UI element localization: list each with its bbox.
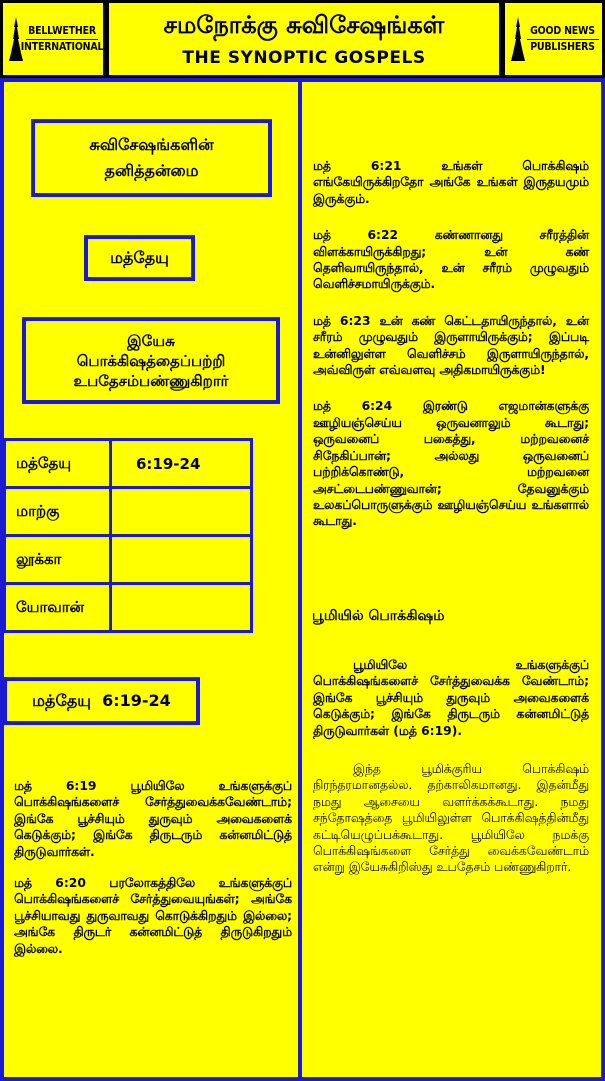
book-box: மத்தேயு (84, 235, 195, 281)
ref-cell (111, 536, 252, 584)
frame-divider (298, 78, 302, 1081)
unique-box: சுவிசேஷங்களின் தனித்தன்மை (31, 119, 272, 197)
verse-6-19: மத் 6:19 பூமியிலே உங்களுக்குப் பொக்கிஷங்களைச் சேர்த்துவைக்கவேண்டாம்; இங்கே பூச்சியும் துருவும் அவைகளைக் கெடுக்கும்; இங்கே திருடரும் கன்னமிட்டுத் திருடுவார்கள். (14, 779, 292, 859)
ref-cell (111, 488, 252, 536)
verse-6-21: மத் 6:21 உங்கள் பொக்கிஷம் எங்கேயிருக்கிறதோ அங்கே உங்கள் இருதயமும் இருக்கும். (313, 159, 589, 206)
table-row (5, 584, 252, 632)
goodnews-line2: PUBLISHERS (530, 40, 595, 53)
ref-cell: 6:19-24 (111, 440, 252, 488)
book-cell: யோவான் (5, 584, 111, 632)
title-tamil: சமநோக்கு சுவிசேஷங்கள் (163, 11, 445, 39)
bellwether-logo (0, 0, 106, 78)
table-row (5, 440, 252, 488)
header-title (106, 0, 502, 78)
bellwether-line2: INTERNATIONAL (20, 40, 104, 53)
book-cell: லூக்கா (5, 536, 111, 584)
table-row (5, 488, 252, 536)
book-cell: மாற்கு (5, 488, 111, 536)
good-news-logo (502, 0, 605, 78)
verse-6-24: மத் 6:24 இரண்டு எஜமான்களுக்கு ஊழியஞ்செய்ய ஒருவனாலும் கூடாது; ஒருவனைப் பகைத்து, மற்றவனைச் சிநேகிப்பான்; அல்லது ஒருவனைப் பற்றிக்கொண்டு, மற்றவனை அசட்டைபண்ணுவான்; தேவனுக்கும் உலகப்பொருளுக்கும் ஊழியஞ்செய்ய உங்களால் கூடாது. (313, 399, 589, 529)
passage-box: மத்தேயு 6:19-24 (3, 677, 200, 725)
right-verses (313, 158, 589, 545)
title-english: THE SYNOPTIC GOSPELS (182, 48, 426, 68)
frame-bottom (0, 1077, 605, 1081)
section-subhead: பூமியில் பொக்கிஷம் (312, 608, 445, 624)
commentary-para1: பூமியிலே உங்களுக்குப் பொக்கிஷங்களைச் சேர்த்துவைக்க வேண்டாம்; இங்கே பூச்சியும் துருவும் அவைகளைக் கெடுக்கும்; இங்கே திருடரும் கன்னமிட்டுத் திருடுவார்கள் (மத் 6:19). (313, 658, 589, 738)
goodnews-line1: GOOD NEWS (530, 24, 595, 37)
reference-table (3, 438, 253, 633)
book-cell: மத்தேயு (5, 440, 111, 488)
topic-box: இயேசு பொக்கிஷத்தைப்பற்றி உபதேசம்பண்ணுகிறார் (22, 317, 280, 404)
tower-icon (9, 17, 23, 61)
verse-6-22: மத் 6:22 கண்ணானது சரீரத்தின் விளக்காயிருக்கிறது; உன் கண் தெளிவாயிருந்தால், உன் சரீரம் முழுவதும் வெளிச்சமாயிருக்கும். (313, 228, 589, 292)
ref-cell (111, 584, 252, 632)
bellwether-line1: BELLWETHER (28, 24, 96, 37)
tower-icon (511, 17, 525, 61)
verse-6-20: மத் 6:20 பரலோகத்திலே உங்களுக்குப் பொக்கிஷங்களைச் சேர்த்துவையுங்கள்; அங்கே பூச்சியாவது துருவாவது கொடுக்கிறதும் இல்லை; அங்கே திருடர் கன்னமிட்டுத் திருடுகிறதும் இல்லை. (14, 876, 292, 956)
frame-top (0, 78, 605, 82)
left-verses (14, 778, 292, 972)
table-row (5, 536, 252, 584)
verse-6-23: மத் 6:23 உன் கண் கெட்டதாயிருந்தால், உன் சரீரம் முழுவதும் இருளாயிருக்கும்; இப்படி உன்னிலுள்ள வெளிச்சம் இருளாயிருந்தால், அவ்விருள் எவ்வளவு அதிகமாயிருக்கும்! (313, 313, 589, 378)
commentary (313, 657, 589, 891)
commentary-para2: இந்த பூமிக்குரிய பொக்கிஷம் நிரந்தரமானதல்ல. தற்காலிகமானது. இதன்மீது நமது ஆசையை வளர்க்கக்கூடாது. நமது சந்தோஷத்தை பூமியிலுள்ள பொக்கிஷத்தின்மீது கட்டியெழுப்பக்கூடாது. பூமியிலே நமக்கு பொக்கிஷங்களை சேர்த்து வைக்கவேண்டாம் என்று இயேசுகிறிஸ்து உபதேசம் பண்ணுகிறார். (313, 762, 589, 875)
frame-right (601, 78, 605, 1081)
